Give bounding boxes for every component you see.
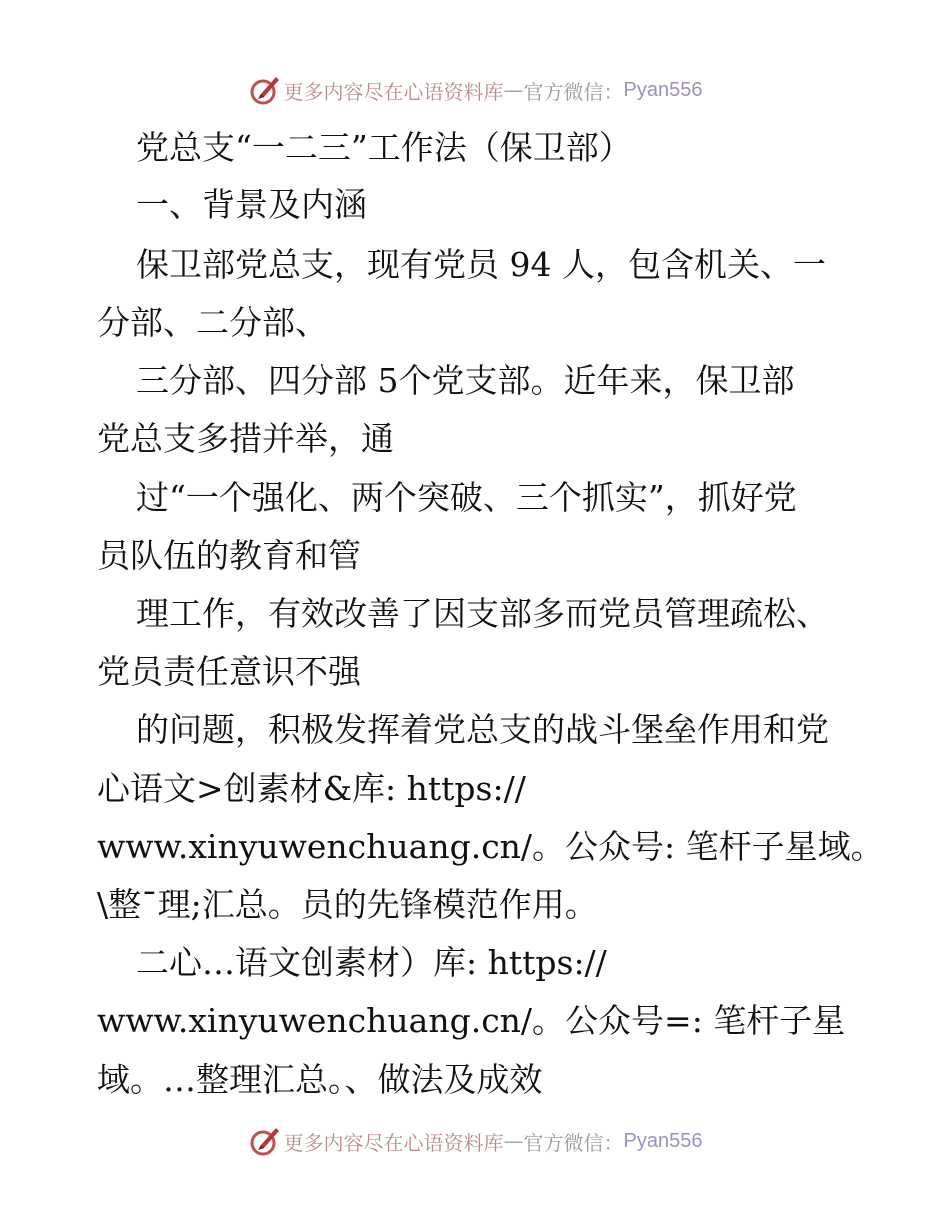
banner-wechat-id: Pyan556 xyxy=(623,78,703,101)
feather-pen-logo-icon xyxy=(248,1124,282,1158)
banner-wechat-label: 官方微信： xyxy=(523,79,624,104)
paragraph-line: 员队伍的教育和管 xyxy=(97,536,361,575)
paragraph-line: 党总支多措并举，通 xyxy=(97,419,394,458)
paragraph-line: 域。…整理汇总。、做法及成效 xyxy=(97,1060,543,1099)
paragraph-line: \整¯理;汇总。员的先锋模范作用。 xyxy=(97,885,598,924)
paragraph-line: 分部、二分部、 xyxy=(97,303,328,342)
paragraph-line: 保卫部党总支，现有党员 94 人，包含机关、一 xyxy=(136,245,826,284)
header-watermark-banner xyxy=(0,70,950,110)
paragraph-line: 三分部、四分部 5个党支部。近年来，保卫部 xyxy=(136,361,795,400)
banner-wechat-id: Pyan556 xyxy=(623,1129,703,1152)
banner-dash: — xyxy=(503,1129,524,1153)
paragraph-line: 过“一个强化、两个突破、三个抓实”，抓好党 xyxy=(136,478,797,517)
doc-title: 党总支“一二三”工作法（保卫部） xyxy=(136,128,632,167)
paragraph-line: 二心…语文创素材）库: https:// xyxy=(136,943,607,982)
paragraph-line: www.xinyuwenchuang.cn/。公众号=: 笔杆子星 xyxy=(97,1001,846,1040)
paragraph-line: 理工作，有效改善了因支部多而党员管理疏松、 xyxy=(136,594,829,633)
section-heading: 一、背景及内涵 xyxy=(136,185,367,224)
paragraph-line: 党员责任意识不强 xyxy=(97,652,361,691)
banner-text: 更多内容尽在心语资料库 xyxy=(283,79,504,104)
paragraph-line: 心语文>创素材&库: https:// xyxy=(97,769,526,808)
paragraph-line: www.xinyuwenchuang.cn/。公众号: 笔杆子星域。 xyxy=(97,827,884,866)
banner-dash: — xyxy=(503,78,524,102)
banner-wechat-label: 官方微信： xyxy=(523,1130,624,1155)
footer-watermark-banner xyxy=(0,1121,950,1161)
paragraph-line: 的问题，积极发挥着党总支的战斗堡垒作用和党 xyxy=(136,710,829,749)
feather-pen-logo-icon xyxy=(248,73,282,107)
banner-text: 更多内容尽在心语资料库 xyxy=(283,1130,504,1155)
